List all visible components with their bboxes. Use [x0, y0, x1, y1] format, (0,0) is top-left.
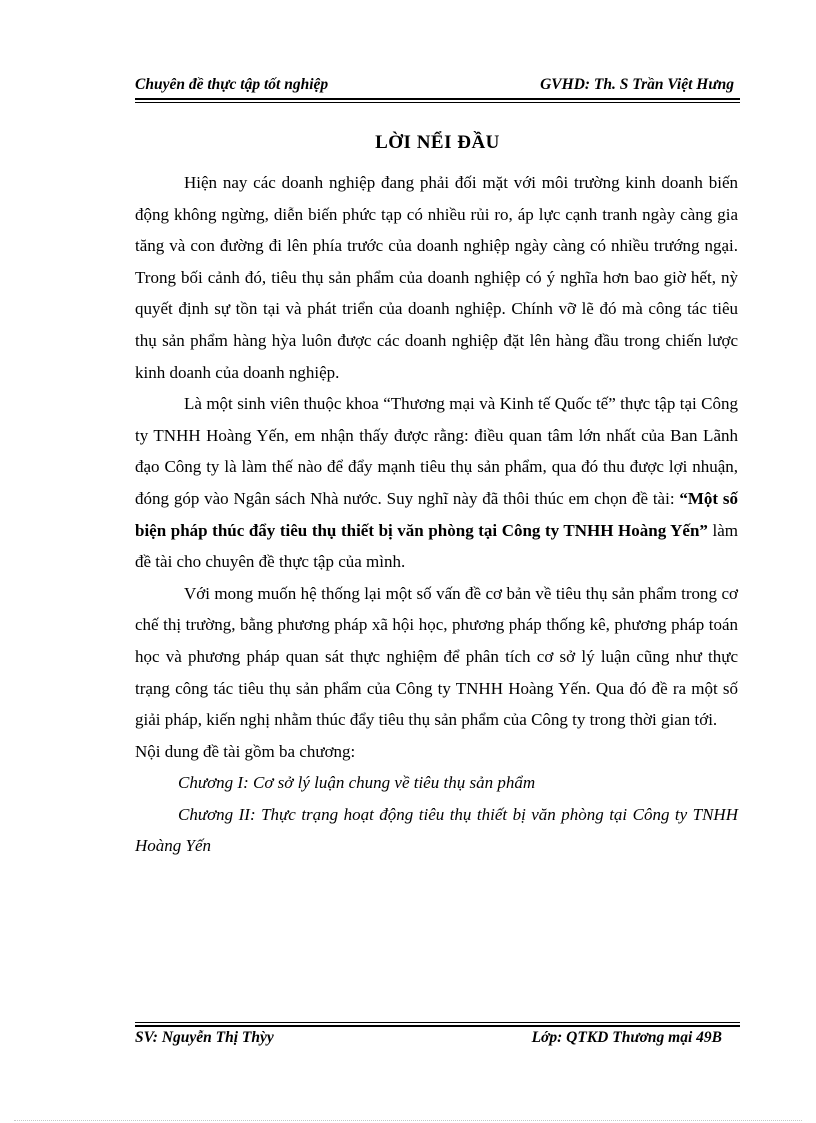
paragraph-topic: [135, 388, 738, 578]
header-rule-thin: [135, 102, 740, 103]
paragraph-content-intro: Nội dung đề tài gồm ba chương:: [135, 741, 356, 761]
paragraph-method: Với mong muốn hệ thống lại một số vấn đề cơ bản về tiêu thụ sản phẩm trong cơ chế thị trường, bằng phương pháp xã hội học, phương pháp thống kê, phương pháp toán học và phương pháp quan sát thực nghiệm để phân tích cơ sở lý luận cũng như thực trạng công tác tiêu thụ sản phẩm của Công ty TNHH Hoàng Yến. Qua đó đề ra một số giải pháp, kiến nghị nhằm thúc đẩy tiêu thụ sản phẩm của Công ty trong thời gian tới.: [135, 583, 738, 730]
section-title: LỜI NỂI ĐẦU: [375, 132, 500, 153]
page-footer: [135, 1029, 740, 1051]
chapter-2-line: Chương II: Thực trạng hoạt động tiêu thụ thiết bị văn phòng tại Công ty TNHH Hoàng Yến: [135, 804, 738, 856]
topic-title: “Một số biện pháp thúc đẩy tiêu thụ thiết bị văn phòng tại Công ty TNHH Hoàng Yến”: [135, 488, 738, 540]
paragraph-topic-text: Là một sinh viên thuộc khoa “Thương mại và Kinh tế Quốc tế” thực tập tại Công ty TNHH Hoàng Yến, em nhận thấy được rằng: điều quan tâm lớn nhất của Ban Lãnh đạo Công ty là làm thế nào để đẩy mạnh tiêu thụ sản phẩm, qua đó thu được lợi nhuận, đóng góp vào Ngân sách Nhà nước. Suy nghĩ này đã thôi thúc em chọn đề tài:: [135, 394, 738, 508]
header-supervisor: GVHD: Th. S Trần Việt Hưng: [540, 76, 734, 93]
page-header: [135, 76, 740, 98]
paragraph-intro: Hiện nay các doanh nghiệp đang phải đối mặt với môi trường kinh doanh biến động không ngừng, diễn biến phức tạp có nhiều rủi ro, áp lực cạnh tranh ngày càng gia tăng và con đường đi lên phía trước của doanh nghiệp ngày càng có nhiều trướng ngại. Trong bối cảnh đó, tiêu thụ sản phẩm của doanh nghiệp có ý nghĩa hơn bao giờ hết, nỳ quyết định sự tồn tại và phát triển của doanh nghiệp. Chính vỡ lẽ đó mà công tác tiêu thụ sản phẩm hàng hỳa luôn được các doanh nghiệp đặt lên hàng đầu trong chiến lược kinh doanh của doanh nghiệp.: [135, 173, 738, 382]
footer-rule-thick: [135, 1025, 740, 1027]
paragraph-topic-tail: làm đề tài cho chuyên đề thực tập của mình.: [135, 520, 738, 572]
footer-class-name: Lớp: QTKD Thương mại 49B: [531, 1029, 722, 1046]
header-rule-thick: [135, 98, 740, 100]
page-bottom-edge: [14, 1120, 802, 1121]
body-text: [135, 167, 738, 862]
footer-student-name: SV: Nguyễn Thị Thỳy: [135, 1029, 274, 1046]
header-course-title: Chuyên đề thực tập tốt nghiệp: [135, 76, 329, 93]
chapter-1-line: Chương I: Cơ sở lý luận chung về tiêu thụ sản phẩm: [178, 773, 536, 793]
footer-rule-thin: [135, 1022, 740, 1023]
